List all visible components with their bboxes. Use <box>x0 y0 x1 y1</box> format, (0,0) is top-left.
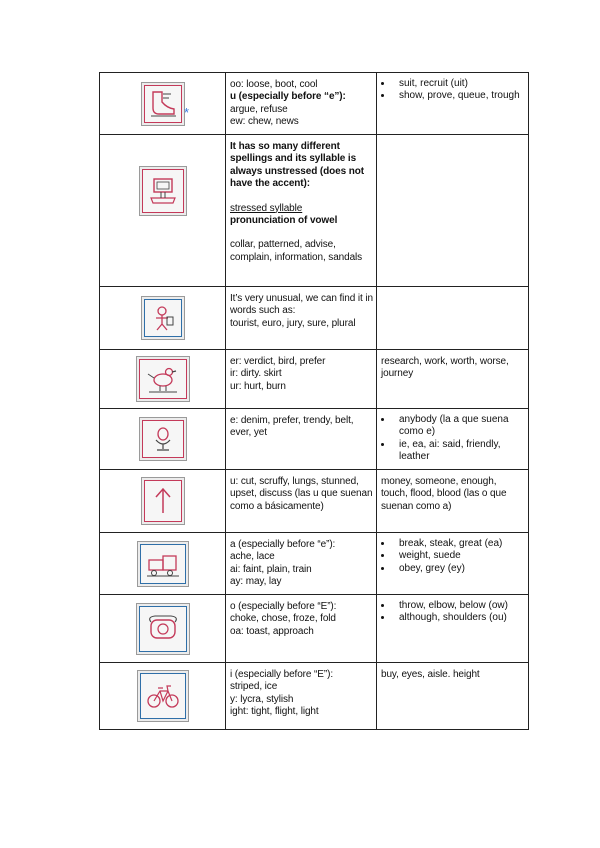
phone-picture <box>136 603 190 655</box>
bird-icon <box>139 359 187 399</box>
bird-picture <box>136 356 190 402</box>
row-7-exceptions <box>377 533 528 575</box>
egg-picture <box>139 417 187 461</box>
table-row <box>100 533 529 595</box>
row-9-exceptions: buy, eyes, aisle. height <box>381 669 480 680</box>
table-row <box>100 409 529 470</box>
row-3-sounds: It’s very unusual, we can find it in words such as: tourist, euro, jury, sure, plural <box>230 293 373 329</box>
table-row <box>100 595 529 663</box>
bike-picture <box>137 670 189 722</box>
row-6-sounds: u: cut, scruffy, lungs, stunned, upset, discuss (las u que suenan como a básicamente) <box>230 476 373 512</box>
bike-icon <box>140 673 186 719</box>
list-item: • obey, grey (ey) <box>393 563 526 575</box>
list-item: • suit, recruit (uit) <box>393 78 526 90</box>
table-row <box>100 135 529 287</box>
table-row <box>100 73 529 135</box>
egg-icon <box>142 420 184 458</box>
train-icon <box>140 544 186 584</box>
tourist-picture <box>141 296 185 340</box>
list-item: • ie, ea, ai: said, friendly, leather <box>393 439 526 464</box>
up-picture <box>141 477 185 525</box>
list-item: • show, prove, queue, trough <box>393 90 526 102</box>
pronunciation-table <box>99 72 529 730</box>
table-row <box>100 350 529 409</box>
tourist-icon <box>144 299 182 337</box>
row-9-sounds: i (especially before “E”): striped, ice y: lycra, stylish ight: tight, flight, light <box>230 669 333 718</box>
train-picture <box>137 541 189 587</box>
row-8-sounds: o (especially before “E”): choke, chose, froze, fold oa: toast, approach <box>230 601 337 637</box>
list-item: • throw, elbow, below (ow) <box>393 600 526 612</box>
boot-icon <box>144 85 182 123</box>
row-4-exceptions: research, work, worth, worse, journey <box>381 356 509 380</box>
phone-icon <box>139 606 187 652</box>
list-item: • break, steak, great (ea) <box>393 538 526 550</box>
row-1-sounds: oo: loose, boot, cool u (especially before “e”): argue, refuse ew: chew, news <box>230 79 346 128</box>
list-item: • although, shoulders (ou) <box>393 612 526 624</box>
boot-picture <box>141 82 185 126</box>
row-5-exceptions <box>377 409 528 464</box>
table-row <box>100 470 529 533</box>
row-4-sounds: er: verdict, bird, prefer ir: dirty. skirt ur: hurt, burn <box>230 356 326 392</box>
asterisk-mark: * <box>183 105 189 120</box>
row-6-exceptions: money, someone, enough, touch, flood, blood (las o que suenan como a) <box>381 476 507 512</box>
table-row <box>100 287 529 350</box>
row-1-exceptions <box>377 73 528 103</box>
up-arrow-icon <box>144 480 182 522</box>
computer-picture <box>139 166 187 216</box>
row-2-sounds: It has so many different spellings and its syllable is always unstressed (does not have the accent): stressed syllable pronunciation of vowel collar, patterned, advise, complain, information, sandals <box>230 141 365 263</box>
list-item: • weight, suede <box>393 550 526 562</box>
row-7-sounds: a (especially before “e”): ache, lace ai: faint, plain, train ay: may, lay <box>230 539 336 588</box>
computer-icon <box>142 169 184 213</box>
row-8-exceptions <box>377 595 528 625</box>
table-row <box>100 663 529 730</box>
row-5-sounds: e: denim, prefer, trendy, belt, ever, yet <box>230 415 354 439</box>
list-item: • anybody (la a que suena como e) <box>393 414 526 439</box>
image-cell <box>100 73 226 135</box>
